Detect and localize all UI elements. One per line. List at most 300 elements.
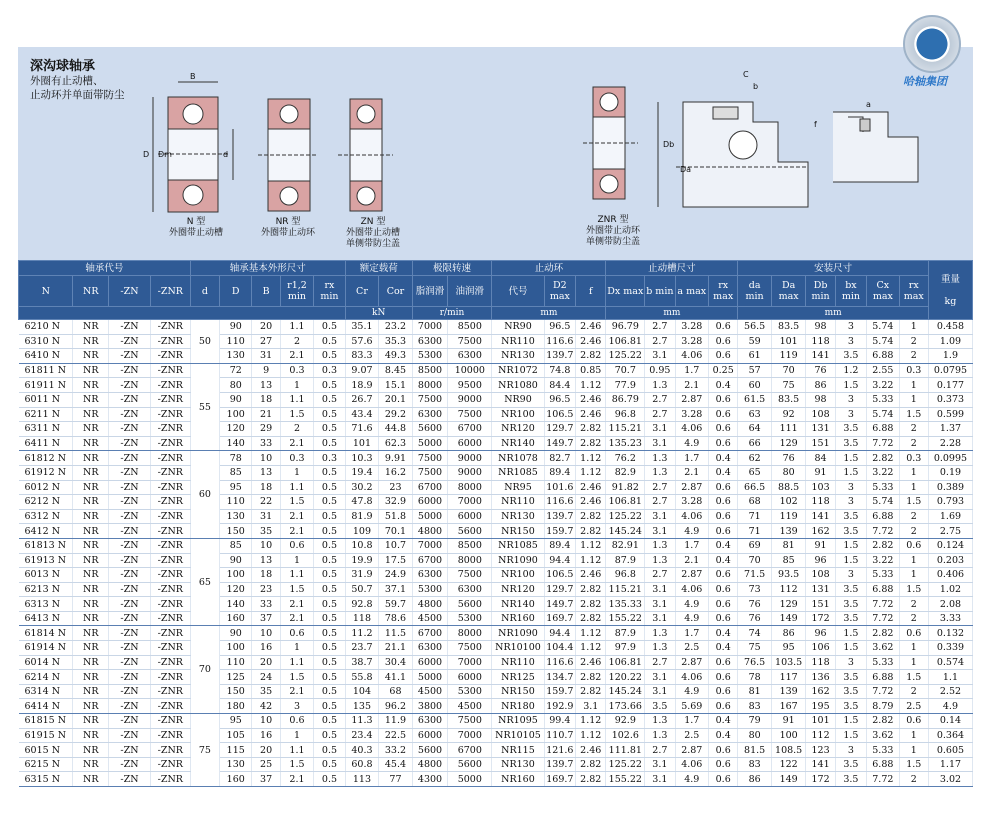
table-cell: NR bbox=[73, 714, 109, 729]
table-cell: -ZN bbox=[109, 670, 151, 685]
table-cell: 1.5 bbox=[899, 757, 928, 772]
table-cell: 5300 bbox=[448, 684, 492, 699]
table-cell: 79 bbox=[738, 714, 772, 729]
table-cell: 3.5 bbox=[835, 772, 866, 787]
table-cell: 121.6 bbox=[544, 743, 575, 758]
table-cell: 98 bbox=[806, 392, 835, 407]
table-cell: 3 bbox=[835, 334, 866, 349]
table-cell: 103 bbox=[806, 480, 835, 495]
table-cell: 6212 N bbox=[19, 495, 73, 510]
table-cell: 0.5 bbox=[314, 553, 345, 568]
table-cell: -ZNR bbox=[150, 538, 190, 553]
table-cell: -ZNR bbox=[150, 670, 190, 685]
table-cell: 9.91 bbox=[379, 451, 413, 466]
dim-label: Db bbox=[663, 140, 675, 149]
table-cell: 61815 N bbox=[19, 714, 73, 729]
table-cell: 3.5 bbox=[835, 509, 866, 524]
table-row bbox=[19, 684, 973, 699]
table-cell: 6700 bbox=[412, 553, 448, 568]
table-cell: 3.1 bbox=[576, 699, 606, 714]
table-cell: NR90 bbox=[492, 320, 544, 335]
table-cell: 70.1 bbox=[379, 524, 413, 539]
table-cell: 4500 bbox=[412, 684, 448, 699]
table-cell: 3.5 bbox=[835, 422, 866, 437]
table-cell: 8000 bbox=[412, 378, 448, 393]
column-header: da min bbox=[738, 276, 772, 307]
table-cell: 1.12 bbox=[576, 538, 606, 553]
table-cell: 129 bbox=[771, 597, 806, 612]
table-cell: 0.3 bbox=[280, 363, 314, 378]
page-title: 深沟球轴承 bbox=[30, 59, 96, 74]
table-cell: 92.8 bbox=[345, 597, 379, 612]
table-cell: 4.9 bbox=[675, 684, 709, 699]
table-cell: 3.28 bbox=[675, 320, 709, 335]
column-header: D bbox=[220, 276, 252, 307]
table-cell: -ZN bbox=[109, 451, 151, 466]
table-row bbox=[19, 611, 973, 626]
table-cell: 0.3 bbox=[314, 451, 345, 466]
column-header: Da max bbox=[771, 276, 806, 307]
table-cell: 0.4 bbox=[709, 553, 738, 568]
table-cell: 100 bbox=[220, 407, 252, 422]
table-cell: -ZN bbox=[109, 392, 151, 407]
table-cell: 94.4 bbox=[544, 626, 575, 641]
table-cell: 1.09 bbox=[928, 334, 972, 349]
table-cell: 1.69 bbox=[928, 509, 972, 524]
table-cell: NR bbox=[73, 728, 109, 743]
table-cell: 1.12 bbox=[576, 465, 606, 480]
table-cell: -ZNR bbox=[150, 655, 190, 670]
table-cell: 125 bbox=[220, 670, 252, 685]
table-cell: NR bbox=[73, 422, 109, 437]
table-cell: 6.88 bbox=[867, 670, 899, 685]
table-cell: -ZN bbox=[109, 538, 151, 553]
table-cell: 159.7 bbox=[544, 524, 575, 539]
table-cell: 92.9 bbox=[606, 714, 645, 729]
table-cell: NR bbox=[73, 597, 109, 612]
table-cell: -ZNR bbox=[150, 757, 190, 772]
table-cell: 2.46 bbox=[576, 655, 606, 670]
table-cell: 0.6 bbox=[709, 684, 738, 699]
table-cell: 0.6 bbox=[899, 538, 928, 553]
table-cell: 1.3 bbox=[645, 728, 675, 743]
table-cell: 23 bbox=[252, 582, 280, 597]
table-cell: 6412 N bbox=[19, 524, 73, 539]
table-cell: 83.5 bbox=[771, 320, 806, 335]
table-cell: 159.7 bbox=[544, 684, 575, 699]
table-cell: 2.52 bbox=[928, 684, 972, 699]
table-cell: 90 bbox=[220, 553, 252, 568]
table-cell: 61 bbox=[738, 349, 772, 364]
table-cell: 2.55 bbox=[867, 363, 899, 378]
table-cell: 2 bbox=[899, 349, 928, 364]
table-cell: 3.28 bbox=[675, 407, 709, 422]
table-cell: 1.3 bbox=[645, 641, 675, 656]
table-cell: 3.22 bbox=[867, 553, 899, 568]
table-cell: 115.21 bbox=[606, 582, 645, 597]
table-cell: 0.6 bbox=[709, 582, 738, 597]
table-cell: 82.9 bbox=[606, 465, 645, 480]
table-cell: 6314 N bbox=[19, 684, 73, 699]
table-cell: -ZNR bbox=[150, 320, 190, 335]
table-cell: 5300 bbox=[412, 582, 448, 597]
table-cell: 135.33 bbox=[606, 597, 645, 612]
table-cell: 2.5 bbox=[675, 728, 709, 743]
table-cell: 16.2 bbox=[379, 465, 413, 480]
table-cell: NR130 bbox=[492, 509, 544, 524]
table-cell: -ZN bbox=[109, 597, 151, 612]
table-cell: 0.793 bbox=[928, 495, 972, 510]
table-cell: NR bbox=[73, 772, 109, 787]
table-cell: 6700 bbox=[412, 480, 448, 495]
table-cell: 2.82 bbox=[576, 684, 606, 699]
table-cell: 109 bbox=[345, 524, 379, 539]
table-cell: 81 bbox=[771, 538, 806, 553]
table-cell: 7500 bbox=[412, 465, 448, 480]
table-cell: 26.7 bbox=[345, 392, 379, 407]
table-cell: 0.5 bbox=[314, 320, 345, 335]
table-cell: 7000 bbox=[412, 320, 448, 335]
table-cell: 140 bbox=[220, 436, 252, 451]
table-cell: 11.3 bbox=[345, 714, 379, 729]
table-cell: 96.79 bbox=[606, 320, 645, 335]
table-cell: 3.28 bbox=[675, 495, 709, 510]
table-cell: 51.8 bbox=[379, 509, 413, 524]
dim-label: d bbox=[223, 150, 229, 159]
table-cell: 81.9 bbox=[345, 509, 379, 524]
table-cell: 0.599 bbox=[928, 407, 972, 422]
table-cell: -ZNR bbox=[150, 597, 190, 612]
table-cell: 56.5 bbox=[738, 320, 772, 335]
table-cell: 0.6 bbox=[709, 655, 738, 670]
table-cell: 5.33 bbox=[867, 655, 899, 670]
table-cell: -ZN bbox=[109, 320, 151, 335]
table-cell: 1.5 bbox=[835, 728, 866, 743]
table-cell: 6700 bbox=[412, 626, 448, 641]
table-cell: 20.1 bbox=[379, 392, 413, 407]
table-cell: 1.5 bbox=[835, 465, 866, 480]
table-cell: 93.5 bbox=[771, 568, 806, 583]
table-cell: 172 bbox=[806, 772, 835, 787]
table-cell: 0.6 bbox=[709, 743, 738, 758]
table-cell: 5.74 bbox=[867, 320, 899, 335]
table-cell: 0.177 bbox=[928, 378, 972, 393]
table-cell: 3.1 bbox=[645, 524, 675, 539]
table-cell: 22.5 bbox=[379, 728, 413, 743]
table-cell: 6413 N bbox=[19, 611, 73, 626]
table-cell: 68 bbox=[738, 495, 772, 510]
table-cell: 0.6 bbox=[709, 611, 738, 626]
table-cell: NR1072 bbox=[492, 363, 544, 378]
table-cell: 3.5 bbox=[835, 611, 866, 626]
table-cell: 6.88 bbox=[867, 349, 899, 364]
dim-label: C bbox=[743, 70, 749, 79]
table-cell: 1.12 bbox=[576, 641, 606, 656]
table-cell: 0.6 bbox=[709, 495, 738, 510]
table-cell: 31.9 bbox=[345, 568, 379, 583]
table-cell: 2 bbox=[899, 524, 928, 539]
table-cell: -ZNR bbox=[150, 611, 190, 626]
table-cell: 108 bbox=[806, 407, 835, 422]
table-cell: 96.8 bbox=[606, 568, 645, 583]
table-cell: 2.5 bbox=[675, 641, 709, 656]
table-row bbox=[19, 641, 973, 656]
table-cell: 118 bbox=[806, 495, 835, 510]
table-cell: 6000 bbox=[412, 495, 448, 510]
table-cell: 0.6 bbox=[280, 714, 314, 729]
table-cell: 0.0995 bbox=[928, 451, 972, 466]
table-cell: 3.02 bbox=[928, 772, 972, 787]
table-cell: 60.8 bbox=[345, 757, 379, 772]
table-cell: 6.88 bbox=[867, 422, 899, 437]
table-cell: 1.17 bbox=[928, 757, 972, 772]
table-cell: NR120 bbox=[492, 582, 544, 597]
table-cell: 0.4 bbox=[709, 451, 738, 466]
table-cell: 2.87 bbox=[675, 743, 709, 758]
table-cell: 7500 bbox=[448, 568, 492, 583]
table-cell: 70 bbox=[738, 553, 772, 568]
table-cell: -ZN bbox=[109, 757, 151, 772]
table-cell: 6700 bbox=[448, 743, 492, 758]
table-cell: 10.8 bbox=[345, 538, 379, 553]
table-cell: -ZN bbox=[109, 728, 151, 743]
table-cell: -ZN bbox=[109, 626, 151, 641]
table-cell: 7000 bbox=[448, 728, 492, 743]
table-cell: 3 bbox=[835, 320, 866, 335]
table-cell: 86 bbox=[771, 626, 806, 641]
table-cell: NR bbox=[73, 641, 109, 656]
table-cell: 8000 bbox=[448, 480, 492, 495]
table-cell: 118 bbox=[345, 611, 379, 626]
table-cell: NR bbox=[73, 626, 109, 641]
table-cell: NR bbox=[73, 349, 109, 364]
column-header: a max bbox=[675, 276, 709, 307]
table-cell: 149 bbox=[771, 772, 806, 787]
table-cell: NR bbox=[73, 757, 109, 772]
table-cell: 8500 bbox=[412, 363, 448, 378]
table-cell: 0.6 bbox=[709, 597, 738, 612]
table-cell: 1.5 bbox=[835, 714, 866, 729]
table-cell: -ZNR bbox=[150, 714, 190, 729]
table-cell: 76.5 bbox=[738, 655, 772, 670]
table-cell: 7.72 bbox=[867, 436, 899, 451]
table-cell: 2.46 bbox=[576, 320, 606, 335]
dim-label: Da bbox=[680, 165, 692, 174]
table-cell: 84 bbox=[806, 451, 835, 466]
table-cell: 160 bbox=[220, 611, 252, 626]
table-cell: 2.7 bbox=[645, 320, 675, 335]
table-cell: 130 bbox=[220, 509, 252, 524]
table-row bbox=[19, 582, 973, 597]
table-cell: 1.12 bbox=[576, 451, 606, 466]
table-cell: 62.3 bbox=[379, 436, 413, 451]
table-cell: -ZNR bbox=[150, 451, 190, 466]
table-cell: NR115 bbox=[492, 743, 544, 758]
table-cell: 3 bbox=[835, 480, 866, 495]
table-cell: 139.7 bbox=[544, 509, 575, 524]
column-header: B bbox=[252, 276, 280, 307]
table-cell: 1.5 bbox=[280, 407, 314, 422]
table-cell: 130 bbox=[220, 757, 252, 772]
table-cell: 10 bbox=[252, 451, 280, 466]
table-cell: 2.5 bbox=[899, 699, 928, 714]
column-header: 代号 bbox=[492, 276, 544, 307]
table-cell: 3.33 bbox=[928, 611, 972, 626]
column-header: D2 max bbox=[544, 276, 575, 307]
table-cell: 0.5 bbox=[314, 597, 345, 612]
table-cell: 1.7 bbox=[675, 538, 709, 553]
brand-name: 哈轴集团 bbox=[903, 75, 947, 88]
table-cell: NR95 bbox=[492, 480, 544, 495]
table-cell: 2 bbox=[899, 772, 928, 787]
table-cell: NR bbox=[73, 465, 109, 480]
table-cell: 2 bbox=[899, 509, 928, 524]
table-cell: 71 bbox=[738, 524, 772, 539]
table-cell: 112 bbox=[806, 728, 835, 743]
table-cell: 91 bbox=[806, 465, 835, 480]
table-cell: 1.9 bbox=[928, 349, 972, 364]
table-cell: -ZN bbox=[109, 772, 151, 787]
table-row bbox=[19, 422, 973, 437]
table-cell: 6300 bbox=[448, 582, 492, 597]
table-cell: 6000 bbox=[412, 655, 448, 670]
table-cell: -ZNR bbox=[150, 524, 190, 539]
unit-row bbox=[19, 307, 973, 320]
table-cell: 0.3 bbox=[899, 451, 928, 466]
table-cell: 90 bbox=[220, 626, 252, 641]
table-cell: 91 bbox=[806, 538, 835, 553]
dim-label: D bbox=[143, 150, 150, 159]
table-cell: 3.5 bbox=[835, 524, 866, 539]
table-cell: NR180 bbox=[492, 699, 544, 714]
table-cell: 83 bbox=[738, 699, 772, 714]
table-cell: 61915 N bbox=[19, 728, 73, 743]
table-cell: 1.5 bbox=[280, 582, 314, 597]
table-cell: -ZNR bbox=[150, 626, 190, 641]
table-cell: NR bbox=[73, 451, 109, 466]
table-cell: 3.62 bbox=[867, 728, 899, 743]
table-cell: 1.5 bbox=[835, 641, 866, 656]
table-cell: 2.46 bbox=[576, 480, 606, 495]
table-cell: 6210 N bbox=[19, 320, 73, 335]
table-cell: 70.7 bbox=[606, 363, 645, 378]
bore-diameter-cell: 55 bbox=[190, 363, 219, 451]
table-cell: NR160 bbox=[492, 772, 544, 787]
column-header: rx min bbox=[314, 276, 345, 307]
table-cell: 1.3 bbox=[645, 553, 675, 568]
table-cell: 1.5 bbox=[899, 407, 928, 422]
column-header: rx max bbox=[899, 276, 928, 307]
unit-speed: r/min bbox=[412, 307, 492, 320]
table-cell: 3.62 bbox=[867, 641, 899, 656]
table-cell: NR bbox=[73, 553, 109, 568]
table-row bbox=[19, 495, 973, 510]
table-cell: 6.88 bbox=[867, 582, 899, 597]
table-cell: 2.82 bbox=[576, 422, 606, 437]
table-cell: 64 bbox=[738, 422, 772, 437]
table-cell: 2 bbox=[899, 334, 928, 349]
mounting-drawing bbox=[658, 102, 808, 207]
table-cell: 1.3 bbox=[645, 451, 675, 466]
table-cell: 5600 bbox=[448, 757, 492, 772]
table-cell: 101 bbox=[806, 714, 835, 729]
table-cell: -ZNR bbox=[150, 568, 190, 583]
table-cell: 3 bbox=[835, 495, 866, 510]
table-cell: 162 bbox=[806, 684, 835, 699]
table-cell: -ZNR bbox=[150, 392, 190, 407]
table-cell: 149 bbox=[771, 611, 806, 626]
table-cell: 91 bbox=[771, 714, 806, 729]
table-cell: 3.1 bbox=[645, 436, 675, 451]
table-cell: 125.22 bbox=[606, 757, 645, 772]
table-cell: 90 bbox=[220, 392, 252, 407]
table-cell: 0.5 bbox=[314, 626, 345, 641]
table-row bbox=[19, 568, 973, 583]
dim-label: f bbox=[814, 120, 817, 129]
table-cell: 2 bbox=[899, 684, 928, 699]
table-cell: 89.4 bbox=[544, 538, 575, 553]
table-cell: 111.81 bbox=[606, 743, 645, 758]
table-cell: 0.5 bbox=[314, 349, 345, 364]
table-cell: 3.1 bbox=[645, 349, 675, 364]
table-cell: NR1085 bbox=[492, 538, 544, 553]
table-cell: 2.1 bbox=[280, 349, 314, 364]
table-cell: 27 bbox=[252, 334, 280, 349]
table-cell: 45.4 bbox=[379, 757, 413, 772]
table-cell: 9500 bbox=[448, 378, 492, 393]
table-cell: 125.22 bbox=[606, 509, 645, 524]
table-cell: 95 bbox=[771, 641, 806, 656]
table-cell: 71.6 bbox=[345, 422, 379, 437]
table-cell: 18.9 bbox=[345, 378, 379, 393]
table-cell: 8000 bbox=[448, 626, 492, 641]
table-cell: -ZNR bbox=[150, 509, 190, 524]
table-cell: 6012 N bbox=[19, 480, 73, 495]
table-cell: 8500 bbox=[448, 538, 492, 553]
table-cell: 1.12 bbox=[576, 714, 606, 729]
table-cell: NR bbox=[73, 363, 109, 378]
table-cell: 1.1 bbox=[280, 392, 314, 407]
table-cell: 2.82 bbox=[576, 509, 606, 524]
table-cell: 1.2 bbox=[835, 363, 866, 378]
bore-diameter-cell: 75 bbox=[190, 714, 219, 787]
table-cell: 141 bbox=[806, 349, 835, 364]
table-cell: 173.66 bbox=[606, 699, 645, 714]
table-cell: 0.85 bbox=[576, 363, 606, 378]
table-cell: 6215 N bbox=[19, 757, 73, 772]
table-cell: 38.7 bbox=[345, 655, 379, 670]
table-cell: 129.7 bbox=[544, 582, 575, 597]
table-cell: -ZN bbox=[109, 509, 151, 524]
table-cell: 19.4 bbox=[345, 465, 379, 480]
table-cell: 0.5 bbox=[314, 728, 345, 743]
table-cell: 0.389 bbox=[928, 480, 972, 495]
table-cell: 2.82 bbox=[867, 451, 899, 466]
col-weight: 重量 kg bbox=[928, 261, 972, 320]
table-cell: 1.02 bbox=[928, 582, 972, 597]
table-cell: NR bbox=[73, 334, 109, 349]
table-cell: 0.4 bbox=[709, 465, 738, 480]
table-cell: 1.1 bbox=[280, 480, 314, 495]
table-cell: 6315 N bbox=[19, 772, 73, 787]
table-cell: 2.87 bbox=[675, 392, 709, 407]
table-cell: 60 bbox=[738, 378, 772, 393]
table-cell: NR bbox=[73, 509, 109, 524]
table-cell: 0.5 bbox=[314, 684, 345, 699]
column-header: f bbox=[576, 276, 606, 307]
table-cell: NR1090 bbox=[492, 626, 544, 641]
table-cell: 2 bbox=[280, 334, 314, 349]
